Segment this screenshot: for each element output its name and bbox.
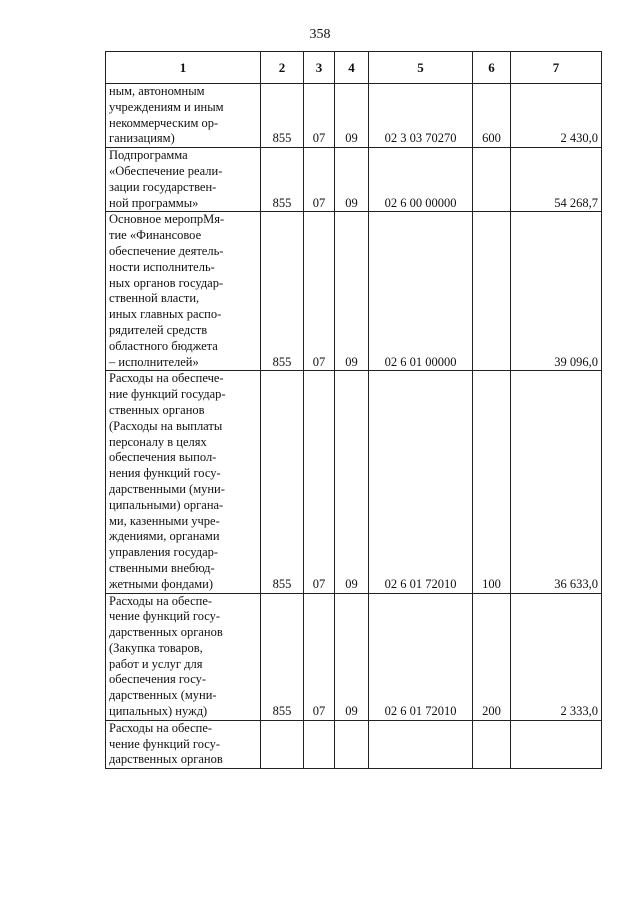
cell-target-article: 02 3 03 70270 [369, 84, 473, 148]
row-name-line: ганизациям) [109, 131, 175, 146]
cell-subsection: 09 [335, 371, 369, 593]
table-row [106, 84, 602, 148]
row-name-line: рядителей средств [109, 322, 208, 337]
row-name-line: обеспечения госу- [109, 672, 207, 687]
col-header-1: 1 [106, 52, 261, 84]
row-name-line: ным, автономным [109, 84, 205, 98]
row-name-line: чение функций госу- [109, 609, 221, 624]
header-row [106, 52, 602, 84]
row-name-line: обеспечения выпол- [109, 450, 217, 465]
col-header-3: 3 [304, 52, 335, 84]
cell-ministry: 855 [261, 148, 304, 212]
table-row [106, 371, 602, 593]
row-name-line: персоналу в целях [109, 434, 207, 449]
cell-expense-type [473, 720, 511, 768]
row-name-line: ми, казенными учре- [109, 513, 220, 528]
row-name-line: Расходы на обеспече- [109, 371, 224, 386]
row-name-line: ственной власти, [109, 291, 200, 306]
cell-target-article: 02 6 01 00000 [369, 212, 473, 371]
cell-expense-type [473, 212, 511, 371]
cell-subsection [335, 720, 369, 768]
row-name-line: управления государ- [109, 545, 219, 560]
row-name-line: ципальными) органа- [109, 497, 224, 512]
row-name-line: ждениями, органами [109, 529, 220, 544]
cell-amount: 39 096,0 [511, 212, 602, 371]
row-name-line: областного бюджета [109, 338, 218, 353]
cell-ministry: 855 [261, 371, 304, 593]
row-name-line: Расходы на обеспе- [109, 593, 213, 608]
row-name-line: тие «Финансовое [109, 228, 202, 243]
row-name [106, 371, 261, 593]
cell-section: 07 [304, 148, 335, 212]
cell-target-article: 02 6 00 00000 [369, 148, 473, 212]
col-header-4: 4 [335, 52, 369, 84]
row-name [106, 720, 261, 768]
col-header-7: 7 [511, 52, 602, 84]
cell-expense-type [473, 148, 511, 212]
row-name-line: обеспечение деятель- [109, 243, 224, 258]
row-name-line: чение функций госу- [109, 736, 221, 751]
cell-amount: 54 268,7 [511, 148, 602, 212]
table-row [106, 720, 602, 768]
cell-ministry: 855 [261, 593, 304, 720]
row-name-line: дарственных органов [109, 625, 223, 640]
col-header-2: 2 [261, 52, 304, 84]
cell-subsection: 09 [335, 593, 369, 720]
cell-subsection: 09 [335, 212, 369, 371]
cell-target-article: 02 6 01 72010 [369, 371, 473, 593]
row-name-line: ности исполнитель- [109, 259, 215, 274]
cell-subsection: 09 [335, 84, 369, 148]
row-name-line: ние функций государ- [109, 387, 226, 402]
row-name-line: Расходы на обеспе- [109, 720, 213, 735]
row-name-line: иных главных распо- [109, 307, 222, 322]
cell-ministry: 855 [261, 212, 304, 371]
row-name-line: нения функций госу- [109, 466, 221, 481]
cell-expense-type: 600 [473, 84, 511, 148]
row-name [106, 84, 261, 148]
cell-ministry [261, 720, 304, 768]
cell-amount: 36 633,0 [511, 371, 602, 593]
row-name-line: (Расходы на выплаты [109, 418, 223, 433]
row-name-line: ных органов государ- [109, 275, 224, 290]
row-name-line: некоммерческим ор- [109, 115, 219, 130]
cell-amount [511, 720, 602, 768]
page-number: 358 [309, 27, 331, 42]
cell-subsection: 09 [335, 148, 369, 212]
cell-amount: 2 333,0 [511, 593, 602, 720]
cell-section [304, 720, 335, 768]
row-name-line: ственными внебюд- [109, 560, 215, 575]
cell-ministry: 855 [261, 84, 304, 148]
row-name-line: ной программы» [109, 195, 199, 210]
cell-expense-type: 200 [473, 593, 511, 720]
cell-section: 07 [304, 212, 335, 371]
row-name [106, 212, 261, 371]
row-name-line: дарственными (муни- [109, 481, 225, 496]
cell-amount: 2 430,0 [511, 84, 602, 148]
cell-target-article: 02 6 01 72010 [369, 593, 473, 720]
row-name-line: дарственных (муни- [109, 688, 217, 703]
row-name-line: дарственных органов [109, 752, 223, 767]
row-name-line: Подпрограмма [109, 148, 188, 163]
row-name-line: Основное меропрМя- [109, 212, 225, 227]
col-header-5: 5 [369, 52, 473, 84]
row-name-line: «Обеспечение реали- [109, 163, 223, 178]
cell-expense-type: 100 [473, 371, 511, 593]
table-row [106, 148, 602, 212]
row-name-line: ципальных) нужд) [109, 704, 208, 719]
cell-section: 07 [304, 84, 335, 148]
row-name-line: ственных органов [109, 402, 205, 417]
cell-section: 07 [304, 371, 335, 593]
row-name-line: зации государствен- [109, 179, 217, 194]
row-name-line: работ и услуг для [109, 656, 203, 671]
row-name [106, 148, 261, 212]
cell-target-article [369, 720, 473, 768]
col-header-6: 6 [473, 52, 511, 84]
row-name [106, 593, 261, 720]
table-row [106, 593, 602, 720]
row-name-line: жетными фондами) [109, 576, 214, 591]
row-name-line: (Закупка товаров, [109, 640, 203, 655]
cell-section: 07 [304, 593, 335, 720]
table-row [106, 212, 602, 371]
budget-table [105, 51, 602, 769]
row-name-line: – исполнителей» [109, 354, 199, 369]
row-name-line: учреждениям и иным [109, 99, 224, 114]
